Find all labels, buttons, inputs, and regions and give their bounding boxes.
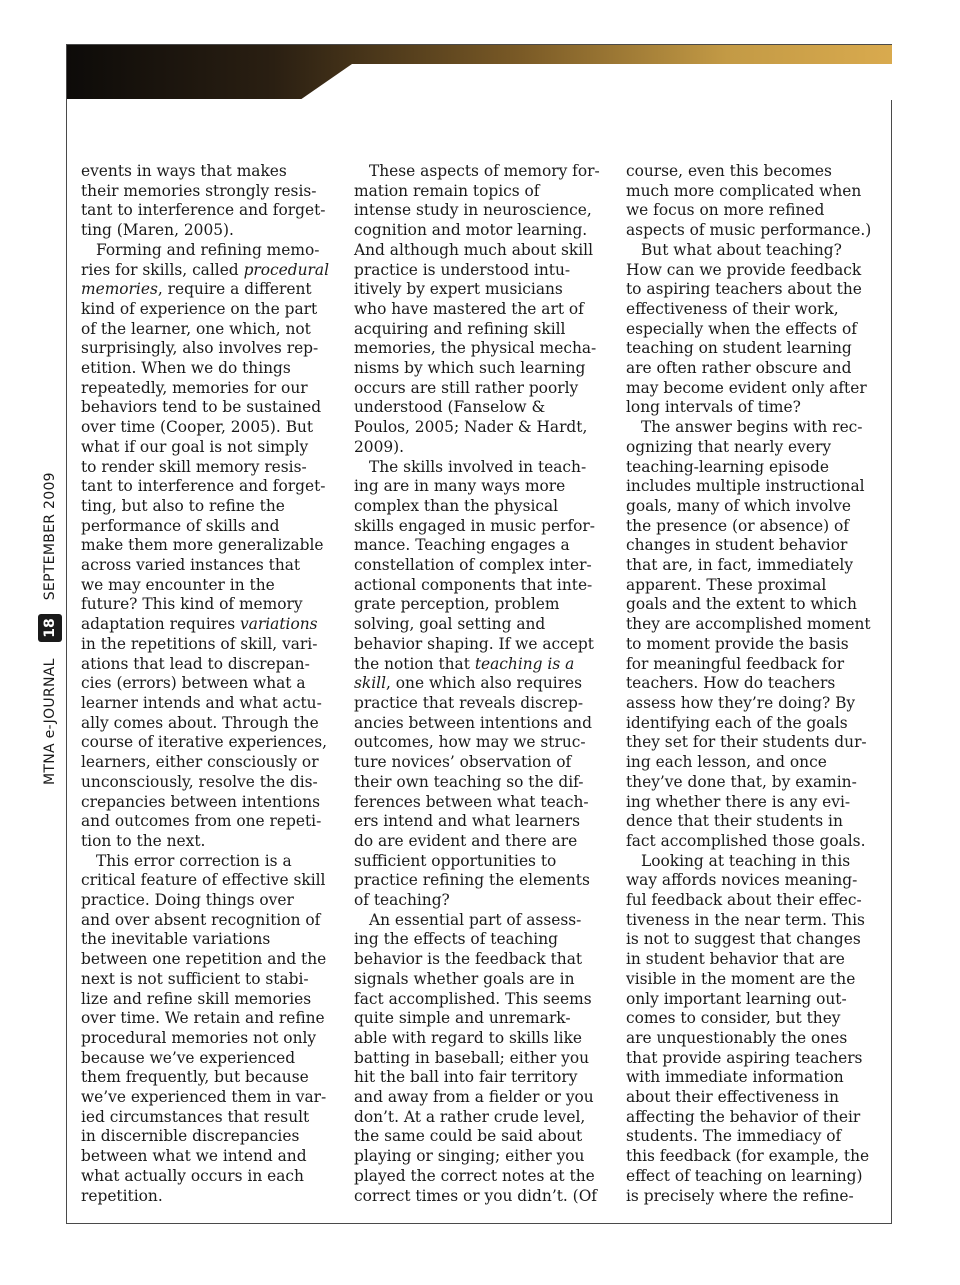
paragraph: An essential part of assess- ing the effects of teaching behavior is the feedback that signals whether goals are in fact accomplished. This seems quite simple and unremark- able with regard to skills like batting in baseball; either you hit the ball into fair territory and away from a fielder or you don’t. At a rather crude level, the same could be said about playing or singing; either you played the correct notes at the correct times or you didn’t. (Of <box>354 910 598 1205</box>
paragraph: Looking at teaching in this way affords novices meaning- ful feedback about their effec- tiveness in the near term. This is not to suggest that changes in student behavior that are visible in the moment are the only important learning out- comes to consider, but they are unquestionably the ones that provide aspiring teachers with immediate information about their effectiveness in affecting the behavior of their students. The immediacy of this feedback (for example, the effect of teaching on learning) is precisely where the refine- <box>626 851 870 1205</box>
paragraph: course, even this becomes much more complicated when we focus on more refined aspects of music performance.) <box>626 162 872 240</box>
header-banner-cutout <box>300 64 892 100</box>
text-column-1 <box>81 162 343 1206</box>
emphasis: teaching is a skill <box>354 654 575 693</box>
paragraph: events in ways that makes their memories strongly resis- tant to interference and forget- ting (Maren, 2005). <box>81 162 326 240</box>
emphasis: variations <box>240 615 318 634</box>
issue-date: SEPTEMBER 2009 <box>42 472 58 601</box>
text-column-2 <box>354 162 616 1206</box>
emphasis: procedural memories <box>81 260 329 299</box>
paragraph: But what about teaching? How can we provide feedback to aspiring teachers about the effectiveness of their work, especially when the effects of teaching on student learning are often rather obscure and may become evident only after long intervals of time? <box>626 240 867 417</box>
paragraph: Forming and refining memo- ries for skills, called procedural memories, require a different kind of experience on the part of the learner, one which, not surprisingly, also involves rep- etition. When we do things repeatedly, memories for our behaviors tend to be sustained over time (Cooper, 2005). But what if our goal is not simply to render skill memory resis- tant to interference and forget- ting, but also to refine the performance of skills and make them more generalizable across varied instances that we may encounter in the future? This kind of memory adaptation requires variations in the repetitions of skill, vari- ations that lead to discrepan- cies (errors) between what a learner intends and what actu- ally comes about. Through the course of iterative experiences, learners, either consciously or unconsciously, resolve the dis- crepancies between intentions and outcomes from one repeti- tion to the next. <box>81 240 329 850</box>
paragraph: These aspects of memory for- mation remain topics of intense study in neuroscience, cognition and motor learning. And although much about skill practice is understood intu- itively by expert musicians who have mastered the art of acquiring and refining skill memories, the physical mecha- nisms by which such learning occurs are still rather poorly understood (Fanselow & Poulos, 2005; Nader & Hardt, 2009). <box>354 162 600 456</box>
page-number-badge: 18 <box>38 614 62 642</box>
paragraph: The skills involved in teach- ing are in many ways more complex than the physical skills engaged in music perfor- mance. Teaching engages a constellation of complex inter- actional components that inte- grate perception, problem solving, goal setting and behavior shaping. If we accept the notion that teaching is a skill, one which also requires practice that reveals discrep- ancies between intentions and outcomes, how may we struc- ture novices’ observation of their own teaching so the dif- ferences between what teach- ers intend and what learners do are evident and there are sufficient opportunities to practice refining the elements of teaching? <box>354 457 595 910</box>
paragraph: This error correction is a critical feature of effective skill practice. Doing things over and over absent recognition of the inevitable variations between one repetition and the next is not sufficient to stabi- lize and refine skill memories over time. We retain and refine procedural memories not only because we’ve experienced them frequently, but because we’ve experienced them in var- ied circumstances that result in discernible discrepancies between what we intend and what actually occurs in each repetition. <box>81 851 327 1205</box>
text-column-3 <box>626 162 888 1206</box>
paragraph: The answer begins with rec- ognizing that nearly every teaching-learning episode includes multiple instructional goals, many of which involve the presence (or absence) of changes in student behavior that are, in fact, immediately apparent. These proximal goals and the extent to which they are accomplished moment to moment provide the basis for meaningful feedback for teachers. How do teachers assess how they’re doing? By identifying each of the goals they set for their students dur- ing each lesson, and once they’ve done that, by examin- ing whether there is any evi- dence that their students in fact accomplished those goals. <box>626 418 871 850</box>
journal-name: MTNA e-JOURNAL <box>42 658 58 785</box>
